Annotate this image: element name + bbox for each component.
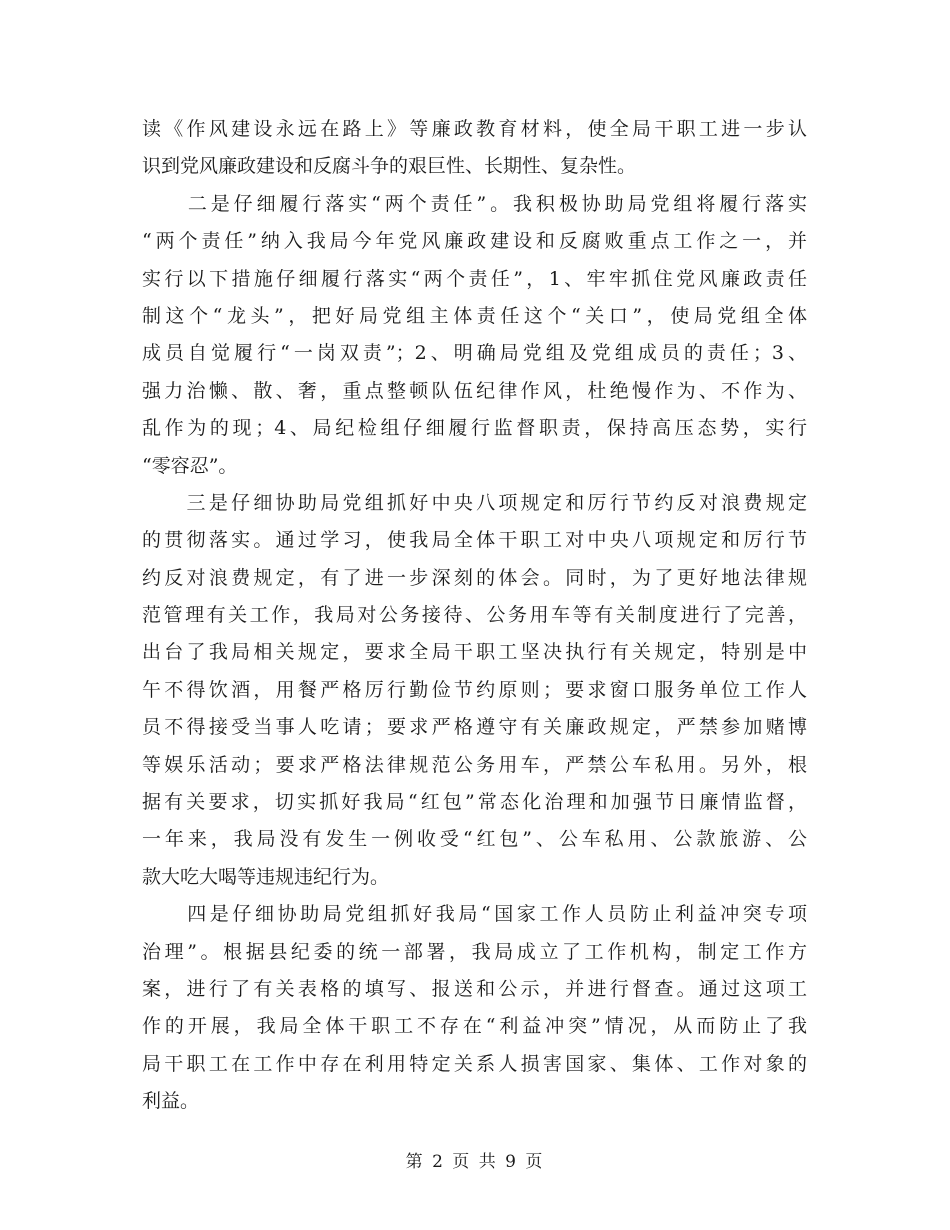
text-line: “零容忍”。 (142, 454, 238, 477)
text-line: 实行以下措施仔细履行落实“两个责任”，1、牢牢抓住党风廉政责任 (142, 267, 807, 290)
text-line: 治理”。根据县纪委的统一部署，我局成立了工作机构，制定工作方 (142, 940, 807, 963)
text-line: 案，进行了有关表格的填写、报送和公示，并进行督查。通过这项工 (142, 977, 807, 1000)
text-line: “两个责任”纳入我局今年党风廉政建设和反腐败重点工作之一，并 (142, 230, 807, 253)
text-line: 出台了我局相关规定，要求全局干职工坚决执行有关规定，特别是中 (142, 641, 807, 664)
text-line: 制这个“龙头”，把好局党组主体责任这个“关口”，使局党组全体 (142, 304, 807, 327)
text-line: 乱作为的现；4、局纪检组仔细履行监督职责，保持高压态势，实行 (142, 417, 807, 440)
text-line: 约反对浪费规定，有了进一步深刻的体会。同时，为了更好地法律规 (142, 566, 807, 589)
paragraph (142, 186, 807, 485)
text-line: 员不得接受当事人吃请；要求严格遵守有关廉政规定，严禁参加赌博 (142, 716, 807, 739)
paragraph (142, 896, 807, 1120)
text-line: 款大吃大喝等违规违纪行为。 (142, 865, 390, 888)
text-line: 三是仔细协助局党组抓好中央八项规定和厉行节约反对浪费规定 (142, 491, 807, 514)
paragraph (142, 485, 807, 896)
text-line: 范管理有关工作，我局对公务接待、公务用车等有关制度进行了完善， (142, 604, 807, 627)
text-line: 一年来，我局没有发生一例收受“红包”、公车私用、公款旅游、公 (142, 828, 807, 851)
text-line: 强力治懒、散、奢，重点整顿队伍纪律作风，杜绝慢作为、不作为、 (142, 379, 807, 402)
paragraph (142, 111, 807, 186)
text-line: 二是仔细履行落实“两个责任”。我积极协助局党组将履行落实 (142, 192, 807, 215)
text-line: 识到党风廉政建设和反腐斗争的艰巨性、长期性、复杂性。 (142, 155, 637, 178)
text-line: 等娱乐活动；要求严格法律规范公务用车，严禁公车私用。另外，根 (142, 753, 807, 776)
text-line: 局干职工在工作中存在利用特定关系人损害国家、集体、工作对象的 (142, 1052, 807, 1075)
document-body (142, 111, 807, 1121)
text-line: 成员自觉履行“一岗双责”；2、明确局党组及党组成员的责任；3、 (142, 342, 807, 365)
text-line: 四是仔细协助局党组抓好我局“国家工作人员防止利益冲突专项 (142, 903, 807, 926)
text-line: 午不得饮酒，用餐严格厉行勤俭节约原则；要求窗口服务单位工作人 (142, 678, 807, 701)
text-line: 作的开展，我局全体干职工不存在“利益冲突”情况，从而防止了我 (142, 1015, 807, 1038)
text-line: 据有关要求，切实抓好我局“红包”常态化治理和加强节日廉情监督， (142, 791, 807, 814)
text-line: 的贯彻落实。通过学习，使我局全体干职工对中央八项规定和厉行节 (142, 529, 807, 552)
text-line: 读《作风建设永远在路上》等廉政教育材料，使全局干职工进一步认 (142, 118, 807, 140)
text-line: 利益。 (142, 1090, 200, 1113)
page-footer: 第 2 页 共 9 页 (405, 1152, 545, 1172)
